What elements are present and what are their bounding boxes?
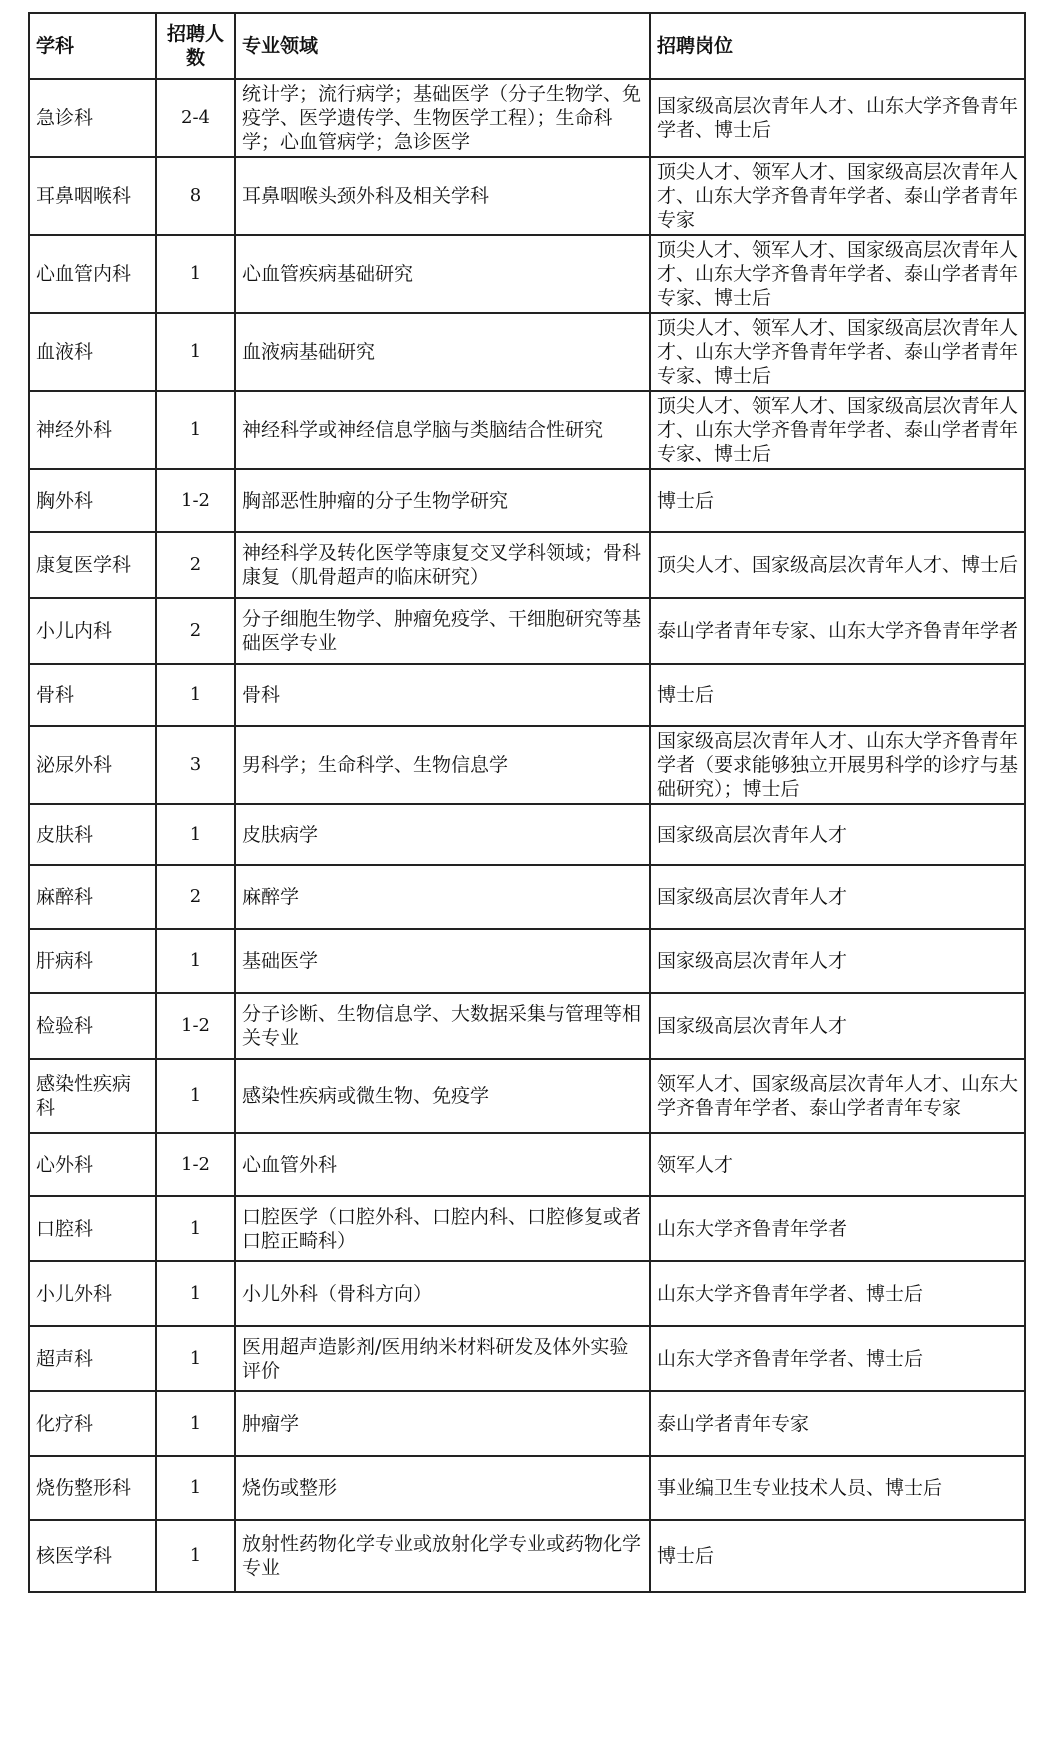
cell-position: 顶尖人才、领军人才、国家级高层次青年人才、山东大学齐鲁青年学者、泰山学者青年专家、博士后 — [650, 313, 1025, 391]
cell-discipline: 感染性疾病科 — [29, 1059, 156, 1133]
cell-discipline: 口腔科 — [29, 1196, 156, 1261]
cell-position: 国家级高层次青年人才 — [650, 929, 1025, 993]
cell-count: 1 — [156, 235, 235, 313]
cell-field: 骨科 — [235, 664, 650, 726]
cell-discipline: 胸外科 — [29, 469, 156, 532]
cell-position: 顶尖人才、国家级高层次青年人才、博士后 — [650, 532, 1025, 598]
cell-field: 医用超声造影剂/医用纳米材料研发及体外实验评价 — [235, 1326, 650, 1391]
cell-field: 分子细胞生物学、肿瘤免疫学、干细胞研究等基础医学专业 — [235, 598, 650, 664]
table-row — [29, 865, 1025, 929]
cell-discipline: 急诊科 — [29, 79, 156, 157]
cell-count: 1 — [156, 664, 235, 726]
cell-field: 男科学；生命科学、生物信息学 — [235, 726, 650, 804]
cell-count: 2-4 — [156, 79, 235, 157]
cell-position: 国家级高层次青年人才 — [650, 865, 1025, 929]
cell-position: 国家级高层次青年人才 — [650, 993, 1025, 1059]
cell-count: 2 — [156, 532, 235, 598]
table-row — [29, 469, 1025, 532]
table-row — [29, 1391, 1025, 1456]
cell-count: 1 — [156, 1059, 235, 1133]
cell-field: 皮肤病学 — [235, 804, 650, 865]
cell-field: 烧伤或整形 — [235, 1456, 650, 1520]
table-row — [29, 1133, 1025, 1196]
cell-field: 统计学；流行病学；基础医学（分子生物学、免疫学、医学遗传学、生物医学工程）；生命科学；心血管病学；急诊医学 — [235, 79, 650, 157]
cell-count: 8 — [156, 157, 235, 235]
cell-field: 心血管疾病基础研究 — [235, 235, 650, 313]
cell-field: 血液病基础研究 — [235, 313, 650, 391]
table-row — [29, 1196, 1025, 1261]
cell-discipline: 小儿内科 — [29, 598, 156, 664]
table-row — [29, 1326, 1025, 1391]
table-row — [29, 79, 1025, 157]
header-field: 专业领域 — [235, 13, 650, 79]
cell-discipline: 心外科 — [29, 1133, 156, 1196]
cell-field: 口腔医学（口腔外科、口腔内科、口腔修复或者口腔正畸科） — [235, 1196, 650, 1261]
cell-field: 神经科学或神经信息学脑与类脑结合性研究 — [235, 391, 650, 469]
cell-discipline: 烧伤整形科 — [29, 1456, 156, 1520]
table-row — [29, 664, 1025, 726]
cell-count: 2 — [156, 865, 235, 929]
cell-count: 3 — [156, 726, 235, 804]
cell-count: 1 — [156, 1456, 235, 1520]
cell-count: 1 — [156, 391, 235, 469]
cell-position: 山东大学齐鲁青年学者、博士后 — [650, 1326, 1025, 1391]
cell-discipline: 骨科 — [29, 664, 156, 726]
cell-field: 感染性疾病或微生物、免疫学 — [235, 1059, 650, 1133]
cell-discipline: 泌尿外科 — [29, 726, 156, 804]
cell-count: 1-2 — [156, 993, 235, 1059]
cell-position: 事业编卫生专业技术人员、博士后 — [650, 1456, 1025, 1520]
table-row — [29, 235, 1025, 313]
table-row — [29, 804, 1025, 865]
cell-position: 顶尖人才、领军人才、国家级高层次青年人才、山东大学齐鲁青年学者、泰山学者青年专家 — [650, 157, 1025, 235]
cell-field: 胸部恶性肿瘤的分子生物学研究 — [235, 469, 650, 532]
table-row — [29, 993, 1025, 1059]
cell-discipline: 小儿外科 — [29, 1261, 156, 1326]
table-row — [29, 598, 1025, 664]
cell-count: 1 — [156, 1520, 235, 1592]
table-row — [29, 1520, 1025, 1592]
cell-count: 1 — [156, 1326, 235, 1391]
cell-position: 国家级高层次青年人才、山东大学齐鲁青年学者（要求能够独立开展男科学的诊疗与基础研究）；博士后 — [650, 726, 1025, 804]
cell-position: 博士后 — [650, 664, 1025, 726]
header-discipline: 学科 — [29, 13, 156, 79]
cell-discipline: 皮肤科 — [29, 804, 156, 865]
cell-discipline: 检验科 — [29, 993, 156, 1059]
cell-field: 麻醉学 — [235, 865, 650, 929]
cell-count: 1-2 — [156, 1133, 235, 1196]
cell-position: 顶尖人才、领军人才、国家级高层次青年人才、山东大学齐鲁青年学者、泰山学者青年专家、博士后 — [650, 235, 1025, 313]
cell-discipline: 康复医学科 — [29, 532, 156, 598]
table-row — [29, 313, 1025, 391]
header-row — [29, 13, 1025, 79]
cell-discipline: 麻醉科 — [29, 865, 156, 929]
cell-field: 肿瘤学 — [235, 1391, 650, 1456]
cell-position: 泰山学者青年专家 — [650, 1391, 1025, 1456]
cell-discipline: 心血管内科 — [29, 235, 156, 313]
table-row — [29, 726, 1025, 804]
cell-discipline: 化疗科 — [29, 1391, 156, 1456]
table-row — [29, 532, 1025, 598]
cell-field: 耳鼻咽喉头颈外科及相关学科 — [235, 157, 650, 235]
cell-field: 小儿外科（骨科方向） — [235, 1261, 650, 1326]
cell-position: 山东大学齐鲁青年学者 — [650, 1196, 1025, 1261]
cell-field: 神经科学及转化医学等康复交叉学科领域；骨科康复（肌骨超声的临床研究） — [235, 532, 650, 598]
header-position: 招聘岗位 — [650, 13, 1025, 79]
cell-field: 分子诊断、生物信息学、大数据采集与管理等相关专业 — [235, 993, 650, 1059]
cell-count: 1-2 — [156, 469, 235, 532]
cell-position: 山东大学齐鲁青年学者、博士后 — [650, 1261, 1025, 1326]
cell-position: 国家级高层次青年人才 — [650, 804, 1025, 865]
cell-discipline: 核医学科 — [29, 1520, 156, 1592]
table-row — [29, 1456, 1025, 1520]
cell-discipline: 超声科 — [29, 1326, 156, 1391]
cell-count: 1 — [156, 1391, 235, 1456]
cell-count: 1 — [156, 313, 235, 391]
cell-discipline: 血液科 — [29, 313, 156, 391]
cell-count: 1 — [156, 1196, 235, 1261]
cell-count: 1 — [156, 929, 235, 993]
table-row — [29, 1059, 1025, 1133]
cell-field: 放射性药物化学专业或放射化学专业或药物化学专业 — [235, 1520, 650, 1592]
cell-position: 博士后 — [650, 469, 1025, 532]
cell-position: 国家级高层次青年人才、山东大学齐鲁青年学者、博士后 — [650, 79, 1025, 157]
recruitment-table — [28, 12, 1026, 1593]
cell-discipline: 肝病科 — [29, 929, 156, 993]
cell-discipline: 耳鼻咽喉科 — [29, 157, 156, 235]
cell-field: 基础医学 — [235, 929, 650, 993]
cell-position: 泰山学者青年专家、山东大学齐鲁青年学者 — [650, 598, 1025, 664]
cell-field: 心血管外科 — [235, 1133, 650, 1196]
cell-count: 1 — [156, 1261, 235, 1326]
cell-count: 1 — [156, 804, 235, 865]
cell-discipline: 神经外科 — [29, 391, 156, 469]
table-row — [29, 929, 1025, 993]
header-count: 招聘人数 — [156, 13, 235, 79]
cell-position: 博士后 — [650, 1520, 1025, 1592]
cell-position: 顶尖人才、领军人才、国家级高层次青年人才、山东大学齐鲁青年学者、泰山学者青年专家、博士后 — [650, 391, 1025, 469]
cell-position: 领军人才 — [650, 1133, 1025, 1196]
cell-count: 2 — [156, 598, 235, 664]
table-row — [29, 391, 1025, 469]
table-row — [29, 157, 1025, 235]
cell-position: 领军人才、国家级高层次青年人才、山东大学齐鲁青年学者、泰山学者青年专家 — [650, 1059, 1025, 1133]
table-row — [29, 1261, 1025, 1326]
